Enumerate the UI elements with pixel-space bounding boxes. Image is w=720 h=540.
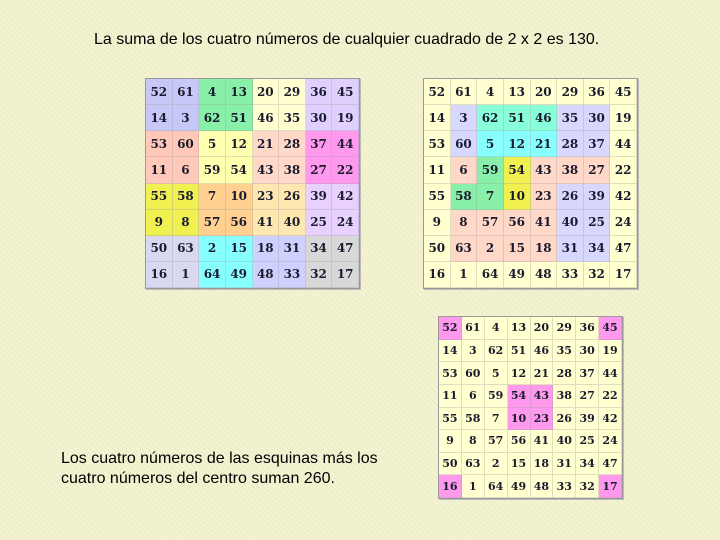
grid-cell: 7: [477, 184, 504, 210]
grid-cell: 64: [199, 262, 226, 288]
grid-cell: 18: [531, 236, 558, 262]
grid-cell: 10: [508, 408, 531, 431]
grid-cell: 55: [439, 408, 462, 431]
grid-cell: 64: [485, 475, 508, 498]
grid-cell: 21: [253, 131, 280, 157]
grid-cell: 37: [306, 131, 333, 157]
grid-cell: 36: [306, 79, 333, 105]
grid-cell: 61: [173, 79, 200, 105]
grid-cell: 1: [462, 475, 485, 498]
grid-cell: 12: [508, 362, 531, 385]
grid-cell: 62: [485, 340, 508, 363]
grid-cell: 18: [253, 236, 280, 262]
grid-cell: 64: [477, 262, 504, 288]
grid-cell: 26: [557, 184, 584, 210]
grid-cell: 50: [146, 236, 173, 262]
grid-cell: 49: [226, 262, 253, 288]
grid-cell: 43: [531, 157, 558, 183]
grid-cell: 60: [173, 131, 200, 157]
grid-cell: 23: [531, 408, 554, 431]
grid-cell: 34: [584, 236, 611, 262]
grid-cell: 34: [576, 453, 599, 476]
grid-cell: 24: [610, 210, 637, 236]
grid-cell: 19: [332, 105, 359, 131]
grid-cell: 54: [226, 157, 253, 183]
grid-cell: 4: [485, 317, 508, 340]
grid-cell: 35: [553, 340, 576, 363]
grid-cell: 21: [531, 362, 554, 385]
grid-cell: 13: [508, 317, 531, 340]
grid-cell: 6: [173, 157, 200, 183]
grid-cell: 31: [279, 236, 306, 262]
grid-cell: 58: [462, 408, 485, 431]
grid-cell: 52: [439, 317, 462, 340]
grid-cell: 51: [504, 105, 531, 131]
grid-cell: 14: [439, 340, 462, 363]
grid-cell: 20: [531, 317, 554, 340]
grid-cell: 35: [279, 105, 306, 131]
bottom-caption: Los cuatro números de las esquinas más los cuatro números del centro suman 260.: [61, 450, 378, 487]
grid-cell: 40: [557, 210, 584, 236]
grid-cell: 16: [424, 262, 451, 288]
grid-cell: 22: [599, 385, 622, 408]
grid-cell: 56: [226, 210, 253, 236]
grid-cell: 2: [477, 236, 504, 262]
grid-cell: 29: [557, 79, 584, 105]
grid-cell: 56: [504, 210, 531, 236]
grid-cell: 4: [477, 79, 504, 105]
grid-cell: 62: [199, 105, 226, 131]
grid-cell: 47: [610, 236, 637, 262]
grid-cell: 33: [557, 262, 584, 288]
grid-cell: 34: [306, 236, 333, 262]
grid-cell: 12: [226, 131, 253, 157]
grid-cell: 54: [504, 157, 531, 183]
grid-cell: 28: [279, 131, 306, 157]
grid-cell: 26: [553, 408, 576, 431]
grid-cell: 58: [173, 184, 200, 210]
grid-cell: 57: [477, 210, 504, 236]
grid-cell: 27: [306, 157, 333, 183]
grid-cell: 42: [332, 184, 359, 210]
grid-cell: 7: [485, 408, 508, 431]
grid-cell: 27: [576, 385, 599, 408]
grid-cell: 45: [599, 317, 622, 340]
grid-cell: 24: [332, 210, 359, 236]
grid-cell: 25: [584, 210, 611, 236]
grid-cell: 21: [531, 131, 558, 157]
grid-cell: 32: [306, 262, 333, 288]
grid-cell: 20: [531, 79, 558, 105]
grid-cell: 56: [508, 430, 531, 453]
grid-cell: 13: [226, 79, 253, 105]
grid-cell: 35: [557, 105, 584, 131]
grid-cell: 38: [557, 157, 584, 183]
grid-cell: 32: [584, 262, 611, 288]
grid-cell: 13: [504, 79, 531, 105]
grid-cell: 19: [610, 105, 637, 131]
grid-cell: 8: [173, 210, 200, 236]
grid-cell: 6: [462, 385, 485, 408]
grid-cell: 28: [557, 131, 584, 157]
grid-cell: 53: [424, 131, 451, 157]
grid-cell: 40: [553, 430, 576, 453]
grid-cell: 49: [508, 475, 531, 498]
grid-cell: 47: [599, 453, 622, 476]
grid-cell: 33: [553, 475, 576, 498]
grid-cell: 55: [146, 184, 173, 210]
grid-cell: 38: [279, 157, 306, 183]
grid-cell: 8: [451, 210, 478, 236]
grid-cell: 51: [226, 105, 253, 131]
grid-cell: 10: [504, 184, 531, 210]
grid-cell: 46: [531, 105, 558, 131]
grid-cell: 33: [279, 262, 306, 288]
grid-cell: 11: [146, 157, 173, 183]
grid-cell: 18: [531, 453, 554, 476]
grid-cell: 29: [279, 79, 306, 105]
grid-cell: 16: [439, 475, 462, 498]
grid-cell: 44: [610, 131, 637, 157]
grid-cell: 8: [462, 430, 485, 453]
grid-cell: 26: [279, 184, 306, 210]
grid-cell: 60: [451, 131, 478, 157]
grid-cell: 37: [584, 131, 611, 157]
magic-square-2x2-overlapping: [423, 78, 638, 289]
grid-cell: 30: [584, 105, 611, 131]
grid-cell: 57: [485, 430, 508, 453]
grid-cell: 3: [173, 105, 200, 131]
grid-cell: 48: [531, 475, 554, 498]
grid-cell: 60: [462, 362, 485, 385]
grid-cell: 48: [253, 262, 280, 288]
magic-square-2x2-blocks: [145, 78, 360, 289]
grid-cell: 55: [424, 184, 451, 210]
grid-cell: 59: [477, 157, 504, 183]
grid-cell: 22: [332, 157, 359, 183]
grid-cell: 2: [485, 453, 508, 476]
grid-cell: 40: [279, 210, 306, 236]
magic-square-corners-center: [438, 316, 623, 499]
grid-cell: 39: [576, 408, 599, 431]
grid-cell: 3: [451, 105, 478, 131]
grid-cell: 22: [610, 157, 637, 183]
grid-cell: 46: [531, 340, 554, 363]
grid-cell: 19: [599, 340, 622, 363]
grid-cell: 44: [332, 131, 359, 157]
grid-cell: 39: [306, 184, 333, 210]
grid-cell: 7: [199, 184, 226, 210]
grid-cell: 48: [531, 262, 558, 288]
grid-cell: 30: [306, 105, 333, 131]
grid-cell: 25: [576, 430, 599, 453]
grid-cell: 30: [576, 340, 599, 363]
grid-cell: 54: [508, 385, 531, 408]
grid-cell: 43: [253, 157, 280, 183]
grid-cell: 4: [199, 79, 226, 105]
grid-cell: 23: [531, 184, 558, 210]
grid-cell: 43: [531, 385, 554, 408]
grid-cell: 59: [485, 385, 508, 408]
grid-cell: 14: [424, 105, 451, 131]
grid-cell: 47: [332, 236, 359, 262]
grid-cell: 12: [504, 131, 531, 157]
grid-cell: 49: [504, 262, 531, 288]
grid-cell: 59: [199, 157, 226, 183]
grid-cell: 16: [146, 262, 173, 288]
grid-cell: 63: [451, 236, 478, 262]
grid-cell: 9: [439, 430, 462, 453]
grid-cell: 63: [462, 453, 485, 476]
grid-cell: 52: [424, 79, 451, 105]
grid-cell: 50: [424, 236, 451, 262]
grid-cell: 50: [439, 453, 462, 476]
grid-cell: 39: [584, 184, 611, 210]
grid-cell: 11: [439, 385, 462, 408]
grid-cell: 32: [576, 475, 599, 498]
grid-cell: 46: [253, 105, 280, 131]
grid-cell: 6: [451, 157, 478, 183]
grid-cell: 61: [462, 317, 485, 340]
grid-cell: 62: [477, 105, 504, 131]
grid-cell: 9: [146, 210, 173, 236]
grid-cell: 5: [485, 362, 508, 385]
grid-cell: 5: [199, 131, 226, 157]
grid-cell: 17: [599, 475, 622, 498]
grid-cell: 20: [253, 79, 280, 105]
grid-cell: 31: [553, 453, 576, 476]
grid-cell: 31: [557, 236, 584, 262]
grid-cell: 42: [610, 184, 637, 210]
grid-cell: 10: [226, 184, 253, 210]
grid-cell: 36: [584, 79, 611, 105]
grid-cell: 61: [451, 79, 478, 105]
grid-cell: 63: [173, 236, 200, 262]
grid-cell: 41: [531, 210, 558, 236]
grid-cell: 9: [424, 210, 451, 236]
grid-cell: 1: [451, 262, 478, 288]
grid-cell: 24: [599, 430, 622, 453]
grid-cell: 57: [199, 210, 226, 236]
grid-cell: 3: [462, 340, 485, 363]
grid-cell: 58: [451, 184, 478, 210]
grid-cell: 2: [199, 236, 226, 262]
grid-cell: 37: [576, 362, 599, 385]
grid-cell: 17: [332, 262, 359, 288]
grid-cell: 28: [553, 362, 576, 385]
grid-cell: 41: [531, 430, 554, 453]
grid-cell: 5: [477, 131, 504, 157]
grid-cell: 45: [610, 79, 637, 105]
grid-cell: 17: [610, 262, 637, 288]
grid-cell: 27: [584, 157, 611, 183]
grid-cell: 15: [508, 453, 531, 476]
grid-cell: 51: [508, 340, 531, 363]
grid-cell: 52: [146, 79, 173, 105]
grid-cell: 29: [553, 317, 576, 340]
grid-cell: 38: [553, 385, 576, 408]
grid-cell: 36: [576, 317, 599, 340]
grid-cell: 44: [599, 362, 622, 385]
top-caption: La suma de los cuatro números de cualquier cuadrado de 2 x 2 es 130.: [94, 31, 600, 48]
grid-cell: 15: [226, 236, 253, 262]
grid-cell: 11: [424, 157, 451, 183]
grid-cell: 14: [146, 105, 173, 131]
grid-cell: 45: [332, 79, 359, 105]
grid-cell: 1: [173, 262, 200, 288]
grid-cell: 53: [439, 362, 462, 385]
grid-cell: 41: [253, 210, 280, 236]
grid-cell: 25: [306, 210, 333, 236]
grid-cell: 15: [504, 236, 531, 262]
grid-cell: 23: [253, 184, 280, 210]
grid-cell: 53: [146, 131, 173, 157]
grid-cell: 42: [599, 408, 622, 431]
